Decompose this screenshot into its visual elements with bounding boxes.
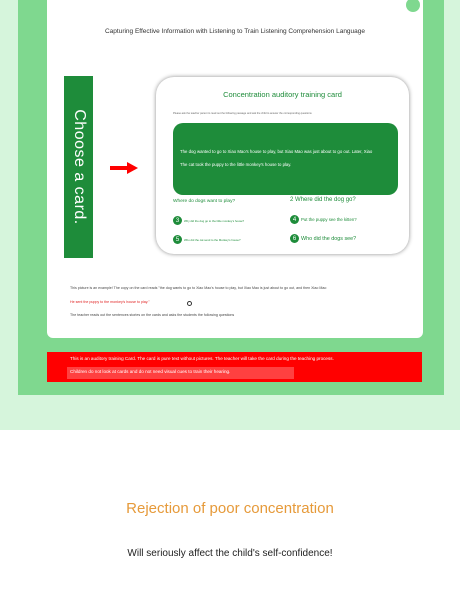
question-6	[290, 234, 356, 243]
story-line-2: The cat took the puppy to the little monkey's house to play.	[180, 162, 292, 167]
number-badge: 4	[290, 215, 299, 224]
arrow-right-icon	[110, 162, 138, 174]
question-text: Who did the dogs see?	[301, 235, 357, 242]
question-2: 2 Where did the dog go?	[290, 197, 356, 203]
alert-line-1: This is an auditory training Card. The card is pure text without pictures. The teacher will take the card during the teaching process.	[70, 356, 334, 361]
section-title: Rejection of poor concentration	[126, 500, 334, 517]
number-badge: 6	[290, 234, 299, 243]
number-badge: 5	[173, 235, 182, 244]
example-note-red: He sent the puppy to the monkey's house to play."	[70, 300, 150, 304]
question-1: Where do dogs want to play?	[173, 199, 236, 204]
question-4	[290, 215, 357, 224]
story-box	[173, 123, 398, 195]
banner-label: Choose a card.	[70, 109, 88, 225]
cursor-icon	[187, 301, 192, 306]
number-badge: 3	[173, 216, 182, 225]
card-intro: Please ask the teacher parent to read out the following passage and ask the child to answer the corresponding questions	[173, 112, 312, 115]
question-text: Who did the cat send to the Monkey's house?	[184, 237, 241, 242]
example-note: This picture is an example! The copy on the card reads "the dog wants to go to Xiao Mao's house to play, but Xiao Mao is just about to go out, and then Xiao Mao	[70, 286, 327, 290]
page-heading: Capturing Effective Information with Listening to Train Listening Comprehension Language	[104, 28, 366, 35]
story-line-1: The dog wanted to go to Xiao Mao's house to play, but Xiao Mao was just about to go out. Later, Xiao	[180, 149, 373, 154]
card-title: Concentration auditory training card	[223, 90, 342, 99]
alert-bar	[47, 352, 422, 382]
choose-card-banner	[64, 76, 93, 258]
training-card	[156, 77, 409, 254]
question-text: Put the puppy see the kitten?	[301, 217, 357, 222]
question-5	[173, 235, 241, 244]
instruction-note: The teacher reads out the sentences stories on the cards and asks the students the following questions	[70, 313, 235, 317]
alert-line-2: Children do not look at cards and do not need visual cues to train their hearing.	[70, 369, 231, 374]
question-text: Why did the dog go to the little monkey's house?	[184, 218, 245, 223]
section-subtitle: Will seriously affect the child's self-confidence!	[127, 548, 333, 559]
question-3	[173, 216, 244, 225]
